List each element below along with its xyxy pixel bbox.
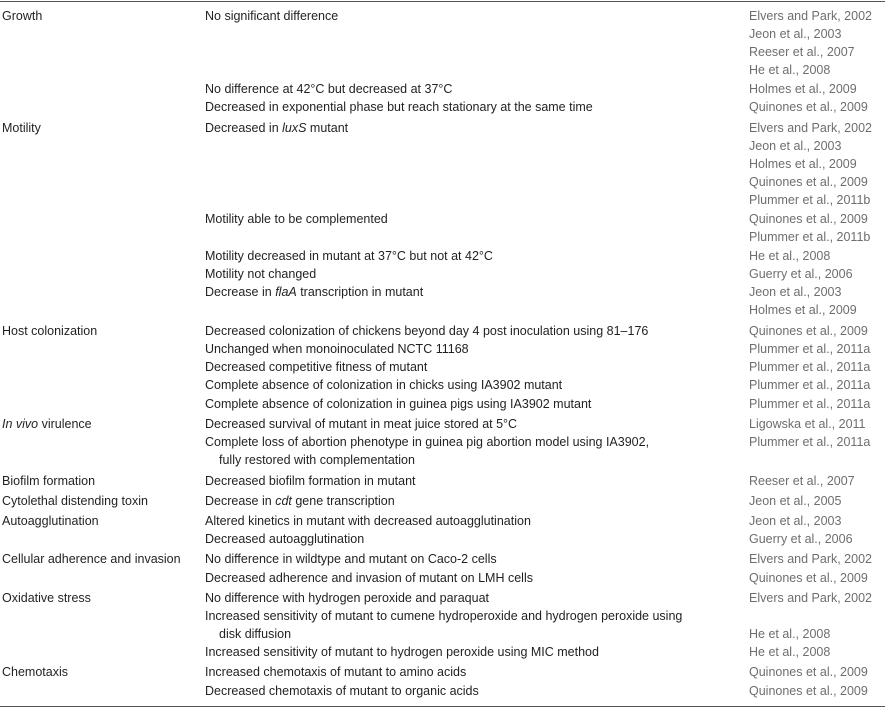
reference: Plummer et al., 2011b — [749, 193, 871, 207]
finding-text: Decreased autoagglutination — [205, 532, 365, 546]
finding-text: Decreased competitive fitness of mutant — [205, 360, 428, 374]
reference: He et al., 2008 — [749, 249, 831, 263]
category-label: Chemotaxis — [2, 665, 68, 679]
reference: Jeon et al., 2003 — [749, 514, 842, 528]
reference: Quinones et al., 2009 — [749, 324, 868, 338]
category-label-italic: In vivo — [2, 417, 39, 431]
reference: Plummer et al., 2011b — [749, 230, 871, 244]
reference: Holmes et al., 2009 — [749, 157, 857, 171]
finding-text-post: gene transcription — [291, 494, 395, 508]
finding-text — [205, 492, 395, 510]
reference: He et al., 2008 — [749, 63, 831, 77]
finding-text-pre: Decrease in — [205, 285, 276, 299]
reference: Elvers and Park, 2002 — [749, 9, 872, 23]
category-label: Host colonization — [2, 324, 98, 338]
reference: Quinones et al., 2009 — [749, 175, 868, 189]
category-label: Motility — [2, 121, 41, 135]
finding-text: No difference in wildtype and mutant on Caco-2 cells — [205, 552, 497, 566]
finding-text-continued: fully restored with complementation — [219, 453, 415, 467]
finding-text-post: mutant — [306, 121, 349, 135]
gene-name: luxS — [282, 121, 307, 135]
gene-name: cdt — [275, 494, 292, 508]
reference: Elvers and Park, 2002 — [749, 121, 872, 135]
reference: Quinones et al., 2009 — [749, 665, 868, 679]
reference: Plummer et al., 2011a — [749, 397, 871, 411]
reference: Elvers and Park, 2002 — [749, 552, 872, 566]
finding-text-post: transcription in mutant — [296, 285, 424, 299]
reference: Ligowska et al., 2011 — [749, 417, 866, 431]
category-label: Biofilm formation — [2, 474, 96, 488]
finding-text: Decreased chemotaxis of mutant to organic acids — [205, 684, 479, 698]
finding-text: No difference with hydrogen peroxide and paraquat — [205, 591, 489, 605]
table-bottom-rule — [0, 706, 885, 707]
finding-text-pre: Decreased in — [205, 121, 283, 135]
finding-text-pre: Decrease in — [205, 494, 276, 508]
reference: He et al., 2008 — [749, 645, 831, 659]
category-label — [2, 415, 92, 433]
reference: Holmes et al., 2009 — [749, 82, 857, 96]
gene-name: flaA — [275, 285, 297, 299]
finding-text: Altered kinetics in mutant with decreased autoagglutination — [205, 514, 531, 528]
reference: Quinones et al., 2009 — [749, 571, 868, 585]
reference: Plummer et al., 2011a — [749, 378, 871, 392]
reference: Reeser et al., 2007 — [749, 45, 855, 59]
reference: Quinones et al., 2009 — [749, 684, 868, 698]
reference: Guerry et al., 2006 — [749, 532, 853, 546]
finding-text: Motility able to be complemented — [205, 212, 388, 226]
reference: Holmes et al., 2009 — [749, 303, 857, 317]
category-label: Growth — [2, 9, 43, 23]
category-label: Cellular adherence and invasion — [2, 552, 181, 566]
finding-text: Motility decreased in mutant at 37°C but not at 42°C — [205, 249, 493, 263]
finding-text — [205, 119, 348, 137]
finding-text — [205, 283, 423, 301]
finding-text: Decreased survival of mutant in meat juice stored at 5°C — [205, 417, 518, 431]
finding-text: Decreased adherence and invasion of mutant on LMH cells — [205, 571, 533, 585]
reference: Plummer et al., 2011a — [749, 360, 871, 374]
finding-text: Decreased in exponential phase but reach stationary at the same time — [205, 100, 593, 114]
category-label: Cytolethal distending toxin — [2, 494, 148, 508]
category-label-rest: virulence — [38, 417, 92, 431]
finding-text-continued: disk diffusion — [219, 627, 292, 641]
finding-text: Increased chemotaxis of mutant to amino acids — [205, 665, 467, 679]
reference: Reeser et al., 2007 — [749, 474, 855, 488]
reference: Quinones et al., 2009 — [749, 100, 868, 114]
finding-text: Complete absence of colonization in chicks using IA3902 mutant — [205, 378, 563, 392]
category-label: Autoagglutination — [2, 514, 99, 528]
reference: Jeon et al., 2003 — [749, 27, 842, 41]
reference: Jeon et al., 2003 — [749, 285, 842, 299]
reference: Quinones et al., 2009 — [749, 212, 868, 226]
reference: Plummer et al., 2011a — [749, 435, 871, 449]
reference: Jeon et al., 2005 — [749, 494, 842, 508]
finding-text: Unchanged when monoinoculated NCTC 11168 — [205, 342, 469, 356]
finding-text: No difference at 42°C but decreased at 37°C — [205, 82, 453, 96]
reference: Plummer et al., 2011a — [749, 342, 871, 356]
finding-text: Increased sensitivity of mutant to hydrogen peroxide using MIC method — [205, 645, 599, 659]
reference: Jeon et al., 2003 — [749, 139, 842, 153]
finding-text: Complete loss of abortion phenotype in guinea pig abortion model using IA3902, — [205, 435, 650, 449]
table-top-rule — [0, 1, 885, 2]
finding-text: Decreased colonization of chickens beyond day 4 post inoculation using 81–176 — [205, 324, 649, 338]
reference: He et al., 2008 — [749, 627, 831, 641]
finding-text: Complete absence of colonization in guinea pigs using IA3902 mutant — [205, 397, 592, 411]
reference: Elvers and Park, 2002 — [749, 591, 872, 605]
finding-text: No significant difference — [205, 9, 339, 23]
finding-text: Increased sensitivity of mutant to cumene hydroperoxide and hydrogen peroxide using — [205, 609, 683, 623]
finding-text: Decreased biofilm formation in mutant — [205, 474, 416, 488]
reference: Guerry et al., 2006 — [749, 267, 853, 281]
category-label: Oxidative stress — [2, 591, 91, 605]
finding-text: Motility not changed — [205, 267, 317, 281]
